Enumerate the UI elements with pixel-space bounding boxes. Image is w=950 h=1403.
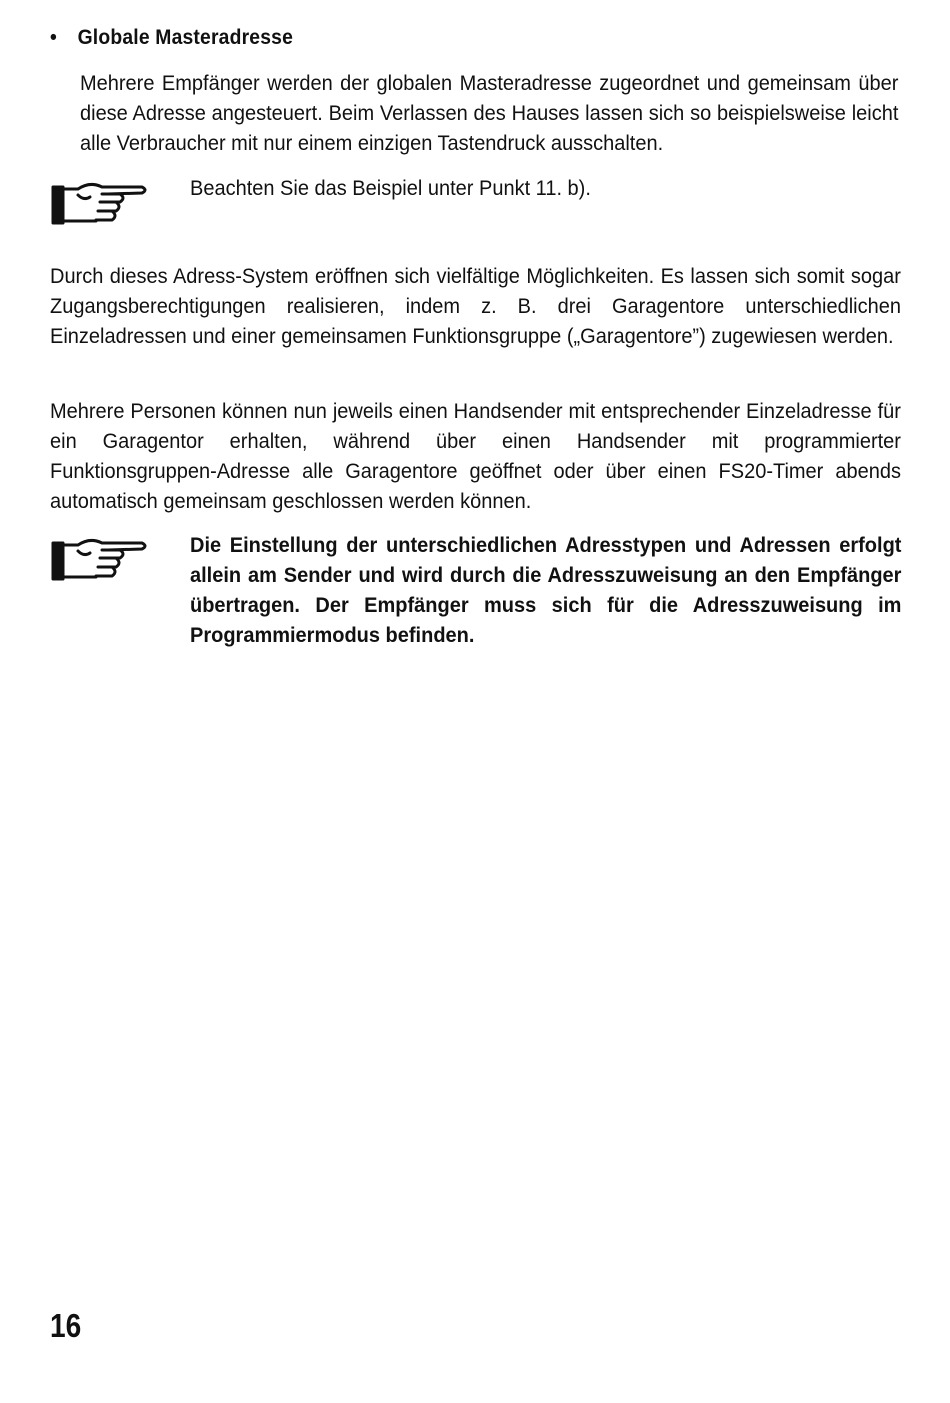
bullet-point: • bbox=[50, 26, 57, 49]
page-number: 16 bbox=[50, 1307, 82, 1344]
note-text: Beachten Sie das Beispiel unter Punkt 11. b). bbox=[190, 176, 591, 200]
paragraph-handsender: Mehrere Personen können nun jeweils einen Handsender mit entsprechender Einzeladresse für ein Garagentor erhalten, während über einen Handsender mit programmierter Funktionsgruppen-Adresse alle Garagentore geöffnet oder über einen FS20-Timer abends automatisch gemeinsam geschlossen werden können. bbox=[50, 399, 901, 513]
section-heading bbox=[50, 26, 293, 50]
pointing-hand-icon bbox=[50, 177, 150, 232]
paragraph-address-system: Durch dieses Adress-System eröffnen sich vielfältige Möglichkeiten. Es lassen sich somit sogar Zugangsberechtigungen realisieren, indem z. B. drei Garagentore unterschiedlichen Einzeladressen und einer gemeinsamen Funktionsgruppe („Garagentore”) zugewiesen werden. bbox=[50, 264, 901, 348]
important-note-text: Die Einstellung der unterschiedlichen Adresstypen und Adressen erfolgt allein am Sender und wird durch die Adresszuweisung an den Empfänger übertragen. Der Empfänger muss sich für die Adresszuweisung im Programmiermodus befinden. bbox=[190, 533, 902, 647]
section-heading-text: Globale Masteradresse bbox=[77, 26, 294, 49]
section-paragraph: Mehrere Empfänger werden der globalen Masteradresse zugeordnet und gemeinsam über diese Adresse angesteuert. Beim Verlassen des Hauses lassen sich so beispielsweise leicht alle Verbraucher mit nur einem einzigen Tastendruck ausschalten. bbox=[80, 71, 899, 155]
pointing-hand-icon bbox=[50, 533, 150, 588]
